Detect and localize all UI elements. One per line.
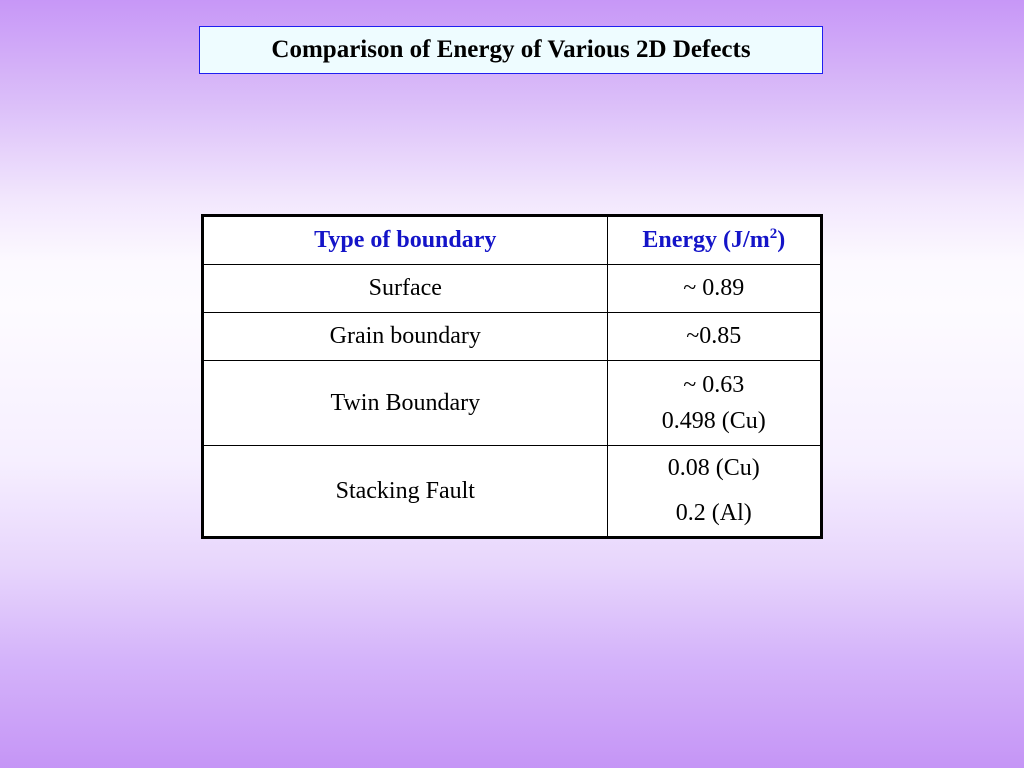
- energy-cell: [607, 446, 821, 538]
- defect-energy-table: [201, 214, 823, 539]
- energy-value-line: ~ 0.63: [683, 372, 745, 398]
- table-row: [203, 446, 822, 538]
- boundary-type-cell: Stacking Fault: [203, 446, 608, 538]
- energy-value-line: 0.08 (Cu): [667, 455, 760, 481]
- header-energy: [607, 216, 821, 265]
- energy-cell: ~0.85: [607, 313, 821, 361]
- energy-cell: [607, 361, 821, 446]
- table-row: [203, 265, 822, 313]
- header-type-of-boundary: Type of boundary: [203, 216, 608, 265]
- energy-cell: ~ 0.89: [607, 265, 821, 313]
- table-row: [203, 361, 822, 446]
- slide-title: Comparison of Energy of Various 2D Defects: [271, 36, 751, 63]
- table-row: [203, 313, 822, 361]
- slide-title-box: [199, 26, 823, 74]
- boundary-type-cell: Surface: [203, 265, 608, 313]
- energy-value-line: 0.2 (Al): [675, 500, 752, 526]
- header-energy-text: Energy (J/m: [642, 227, 770, 253]
- table-header-row: [203, 216, 822, 265]
- defect-energy-table-container: [201, 214, 823, 539]
- boundary-type-cell: Grain boundary: [203, 313, 608, 361]
- header-energy-exponent: 2: [769, 226, 778, 242]
- boundary-type-cell: Twin Boundary: [203, 361, 608, 446]
- energy-value-line: 0.498 (Cu): [661, 408, 766, 434]
- header-energy-close: ): [777, 227, 786, 253]
